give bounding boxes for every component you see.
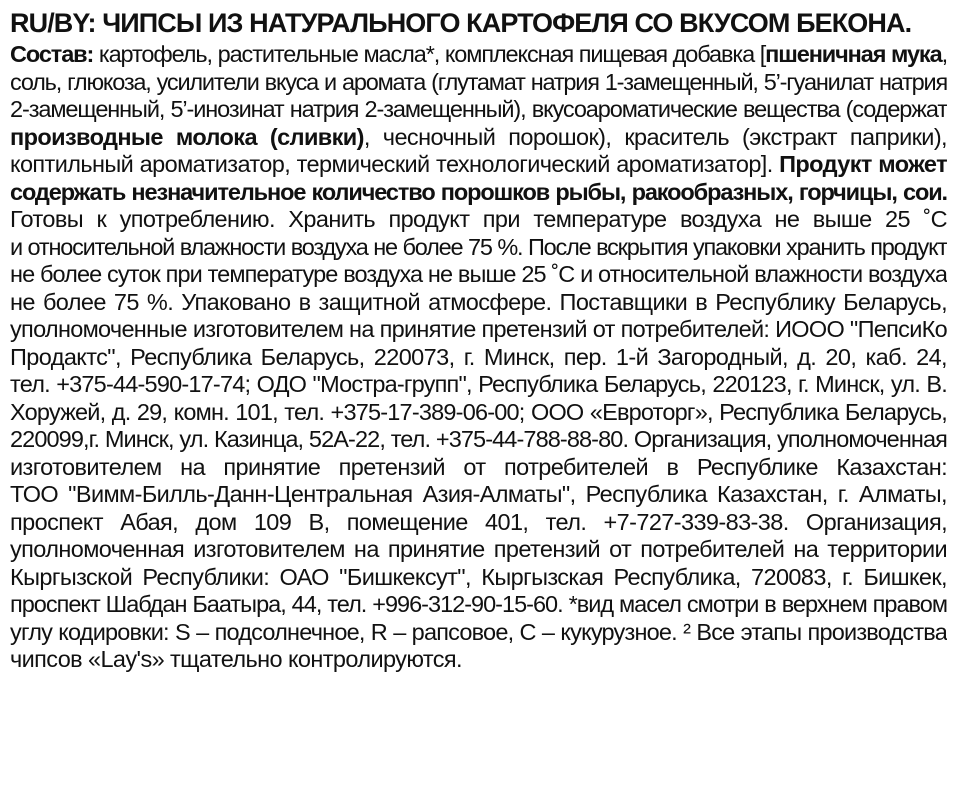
text-segment: проспект Абая, дом 109 В, помещение 401, тел. +7-727-339-83-38. Организация, [10, 508, 947, 535]
label-line [10, 96, 947, 124]
label-line [10, 426, 947, 454]
label-line [10, 151, 947, 179]
text-segment: изготовителем на принятие претензий от потребителей в Республике Казахстан: [10, 453, 947, 480]
label-line [10, 481, 947, 509]
label-line [10, 591, 947, 619]
text-segment: уполномоченные изготовителем на принятие претензий от потребителей: ИООО "ПепсиКо [10, 316, 947, 342]
label-line [10, 261, 947, 289]
label-body [10, 41, 947, 674]
bold-text-segment: Состав: [10, 41, 94, 67]
text-segment: ТОО "Вимм-Билль-Данн-Центральная Азия-Алматы", Республика Казахстан, г. Алматы, [10, 481, 947, 507]
text-segment: коптильный ароматизатор, термический технологический ароматизатор]. [10, 151, 780, 177]
label-line [10, 179, 947, 207]
bold-text-segment: пшеничная мука [765, 41, 942, 67]
text-segment: Готовы к употреблению. Хранить продукт при температуре воздуха не выше 25 ˚С [10, 206, 947, 232]
label-line [10, 69, 947, 97]
label-line [10, 646, 947, 674]
label-line [10, 509, 947, 537]
text-segment: Кыргызской Республики: ОАО "Бишкексут", Кыргызская Республика, 720083, г. Бишкек, [10, 563, 947, 590]
label-line [10, 289, 947, 317]
label-line [10, 234, 947, 262]
text-segment: соль, глюкоза, усилители вкуса и аромата (глутамат натрия 1-замещенный, 5’-гуанилат натрия [10, 68, 947, 95]
bold-text-segment: производные молока (сливки) [10, 123, 364, 150]
label-line [10, 454, 947, 482]
text-segment: не более суток при температуре воздуха не выше 25 ˚С и относительной влажности воздуха [10, 261, 947, 287]
text-segment: Продактс", Республика Беларусь, 220073, г. Минск, пер. 1-й Загородный, д. 20, каб. 24, [10, 343, 947, 370]
label-line [10, 564, 947, 592]
label-line [10, 371, 947, 399]
text-segment: не более 75 %. Упаковано в защитной атмосфере. Поставщики в Республику Беларусь, [10, 288, 947, 315]
label-line [10, 41, 947, 69]
label-line [10, 316, 947, 344]
label-line [10, 124, 947, 152]
product-title: RU/BY: ЧИПСЫ ИЗ НАТУРАЛЬНОГО КАРТОФЕЛЯ СО ВКУСОМ БЕКОНА. [10, 8, 912, 38]
label-line [10, 536, 947, 564]
label-line [10, 619, 947, 647]
bold-text-segment: Продукт может [779, 151, 947, 177]
text-segment: 220099,г. Минск, ул. Казинца, 52А-22, тел. +375-44-788-88-80. Организация, уполномоченная [10, 426, 947, 452]
text-segment: уполномоченная изготовителем на принятие претензий от потребителей на территории [10, 536, 947, 562]
text-segment: проспект Шабдан Баатыра, 44, тел. +996-312-90-15-60. *вид масел смотри в верхнем правом [10, 591, 947, 617]
text-segment: , чесночный порошок), краситель (экстракт паприки), [363, 123, 947, 150]
text-segment: тел. +375-44-590-17-74; ОДО "Мостра-групп", Республика Беларусь, 220123, г. Минск, ул. В. [10, 371, 947, 397]
label-line [10, 206, 947, 234]
text-segment: углу кодировки: S – подсолнечное, R – рапсовое, С – кукурузное. ² Все этапы производства [10, 618, 947, 645]
text-segment: Хоружей, д. 29, комн. 101, тел. +375-17-389-06-00; ООО «Евроторг», Республика Беларусь, [10, 398, 947, 425]
text-segment: картофель, растительные масла*, комплексная пищевая добавка [ [93, 41, 766, 67]
label-line [10, 399, 947, 427]
text-segment: , [941, 41, 947, 67]
label-line [10, 344, 947, 372]
text-segment: чипсов «Lay's» тщательно контролируются. [10, 646, 462, 672]
text-segment: и относительной влажности воздуха не более 75 %. После вскрытия упаковки хранить продукт [10, 233, 947, 260]
bold-text-segment: содержать незначительное количество порошков рыбы, ракообразных, горчицы, сои. [10, 178, 947, 205]
text-segment: 2-замещенный, 5’-инозинат натрия 2-замещенный), вкусоароматические вещества (содержат [10, 96, 947, 122]
